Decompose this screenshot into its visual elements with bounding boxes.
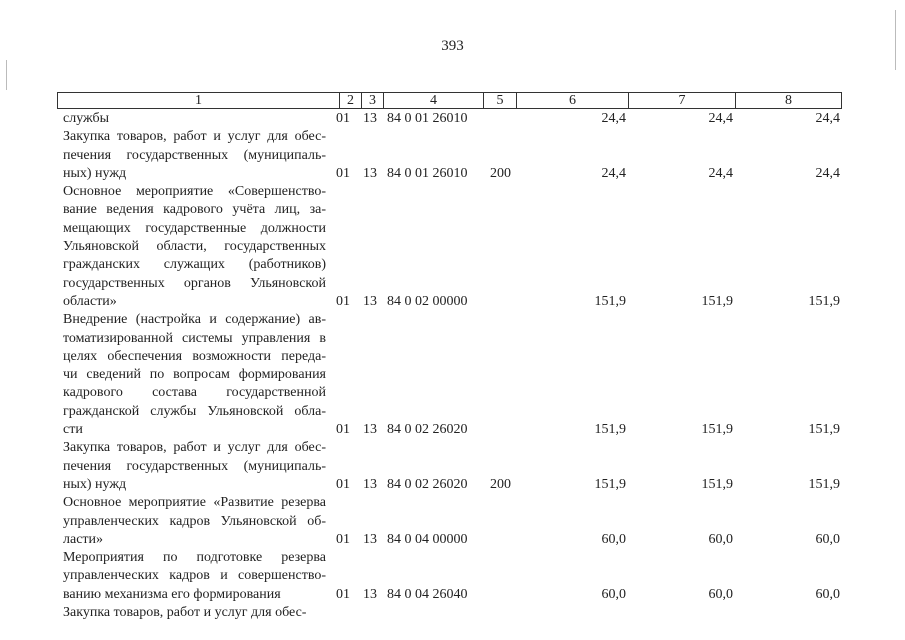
header-col-1: 1 bbox=[58, 93, 340, 108]
table-row bbox=[63, 604, 843, 622]
cell-c8: 151,9 bbox=[808, 476, 840, 492]
description-line: сти bbox=[63, 422, 83, 438]
cell-c4: 84 0 02 00000 bbox=[387, 293, 468, 309]
cell-c8: 24,4 bbox=[815, 111, 840, 126]
description-line: государственных органов Ульяновской bbox=[63, 275, 326, 291]
cell-c7: 151,9 bbox=[701, 476, 733, 492]
description-line: Закупка товаров, работ и услуг для обес- bbox=[63, 605, 307, 621]
description-line: управленческих кадров Ульяновской об- bbox=[63, 513, 326, 529]
header-col-8: 8 bbox=[785, 93, 792, 108]
cell-c4: 84 0 04 26040 bbox=[387, 586, 468, 602]
cell-c7: 60,0 bbox=[708, 586, 733, 602]
cell-c8: 151,9 bbox=[808, 422, 840, 438]
table-header bbox=[57, 92, 842, 109]
cell-c4: 84 0 04 00000 bbox=[387, 531, 468, 547]
description-line: области» bbox=[63, 293, 117, 309]
description-line: ных) нужд bbox=[63, 165, 127, 181]
cell-c2: 01 bbox=[336, 422, 350, 438]
table-row bbox=[63, 494, 843, 549]
page-number: 393 bbox=[441, 38, 464, 54]
table-row bbox=[63, 128, 843, 183]
cell-c3: 13 bbox=[363, 531, 377, 547]
description-line: чи сведений по вопросам формирования bbox=[63, 367, 326, 383]
description-line: Закупка товаров, работ и услуг для обес- bbox=[63, 129, 326, 145]
cell-c6: 151,9 bbox=[594, 293, 626, 309]
table-row bbox=[63, 549, 843, 604]
cell-c2: 01 bbox=[336, 476, 350, 492]
cell-c5: 200 bbox=[490, 165, 511, 181]
scan-artifact bbox=[6, 60, 7, 90]
cell-c4: 84 0 01 26010 bbox=[387, 111, 468, 126]
description-line: печения государственных (муниципаль- bbox=[63, 147, 326, 163]
cell-c6: 60,0 bbox=[601, 586, 626, 602]
cell-c8: 60,0 bbox=[815, 531, 840, 547]
description-line: гражданских служащих (работников) bbox=[63, 257, 326, 273]
cell-c6: 24,4 bbox=[601, 111, 626, 126]
cell-c3: 13 bbox=[363, 422, 377, 438]
description-line: ванию механизма его формирования bbox=[63, 586, 281, 602]
description-line: мещающих государственные должности bbox=[63, 220, 326, 236]
table-body bbox=[63, 110, 843, 622]
cell-c7: 60,0 bbox=[708, 531, 733, 547]
cell-c4: 84 0 01 26010 bbox=[387, 165, 468, 181]
row-description bbox=[63, 311, 334, 439]
cell-c8: 60,0 bbox=[815, 586, 840, 602]
description-line: службы bbox=[63, 111, 110, 126]
row-description bbox=[63, 604, 334, 622]
cell-c7: 24,4 bbox=[708, 111, 733, 126]
cell-c4: 84 0 02 26020 bbox=[387, 476, 468, 492]
description-line: вание ведения кадрового учёта лиц, за- bbox=[63, 202, 326, 218]
cell-c2: 01 bbox=[336, 111, 350, 126]
header-col-2: 2 bbox=[340, 93, 362, 108]
row-description bbox=[63, 549, 334, 604]
cell-c7: 151,9 bbox=[701, 293, 733, 309]
cell-c6: 151,9 bbox=[594, 422, 626, 438]
cell-c7: 24,4 bbox=[708, 165, 733, 181]
cell-c6: 151,9 bbox=[594, 476, 626, 492]
cell-c3: 13 bbox=[363, 293, 377, 309]
description-line: печения государственных (муниципаль- bbox=[63, 458, 326, 474]
header-col-4: 4 bbox=[384, 93, 484, 108]
row-description bbox=[63, 183, 334, 311]
description-line: целях обеспечения возможности переда- bbox=[63, 348, 326, 364]
table-row bbox=[63, 439, 843, 494]
table-row bbox=[63, 311, 843, 439]
cell-c3: 13 bbox=[363, 586, 377, 602]
cell-c6: 24,4 bbox=[601, 165, 626, 181]
header-col-3: 3 bbox=[362, 93, 384, 108]
cell-c2: 01 bbox=[336, 165, 350, 181]
cell-c5: 200 bbox=[490, 476, 511, 492]
description-line: ных) нужд bbox=[63, 476, 127, 492]
cell-c3: 13 bbox=[363, 165, 377, 181]
cell-c2: 01 bbox=[336, 586, 350, 602]
description-line: ласти» bbox=[63, 531, 104, 547]
description-line: Закупка товаров, работ и услуг для обес- bbox=[63, 440, 326, 456]
header-col-5: 5 bbox=[484, 93, 517, 108]
header-col-7: 7 bbox=[629, 93, 736, 108]
scan-artifact bbox=[895, 10, 896, 70]
cell-c6: 60,0 bbox=[601, 531, 626, 547]
description-line: Внедрение (настройка и содержание) ав- bbox=[63, 312, 326, 328]
cell-c2: 01 bbox=[336, 531, 350, 547]
row-description bbox=[63, 439, 334, 494]
table-row bbox=[63, 110, 843, 128]
description-line: Основное мероприятие «Развитие резерва bbox=[63, 495, 326, 511]
description-line: Ульяновской области, государственных bbox=[63, 239, 326, 255]
description-line: управленческих кадров и совершенство- bbox=[63, 568, 326, 584]
description-line: томатизированной системы управления в bbox=[63, 330, 326, 346]
header-col-6: 6 bbox=[517, 93, 629, 108]
description-line: Основное мероприятие «Совершенство- bbox=[63, 184, 326, 200]
description-line: Мероприятия по подготовке резерва bbox=[63, 550, 326, 566]
cell-c3: 13 bbox=[363, 111, 377, 126]
cell-c3: 13 bbox=[363, 476, 377, 492]
cell-c2: 01 bbox=[336, 293, 350, 309]
row-description bbox=[63, 128, 334, 183]
cell-c4: 84 0 02 26020 bbox=[387, 422, 468, 438]
description-line: гражданской службы Ульяновской обла- bbox=[63, 403, 326, 419]
table-row bbox=[63, 183, 843, 311]
row-description bbox=[63, 494, 334, 549]
cell-c8: 24,4 bbox=[815, 165, 840, 181]
cell-c7: 151,9 bbox=[701, 422, 733, 438]
description-line: кадрового состава государственной bbox=[63, 385, 326, 401]
cell-c8: 151,9 bbox=[808, 293, 840, 309]
row-description bbox=[63, 110, 334, 128]
